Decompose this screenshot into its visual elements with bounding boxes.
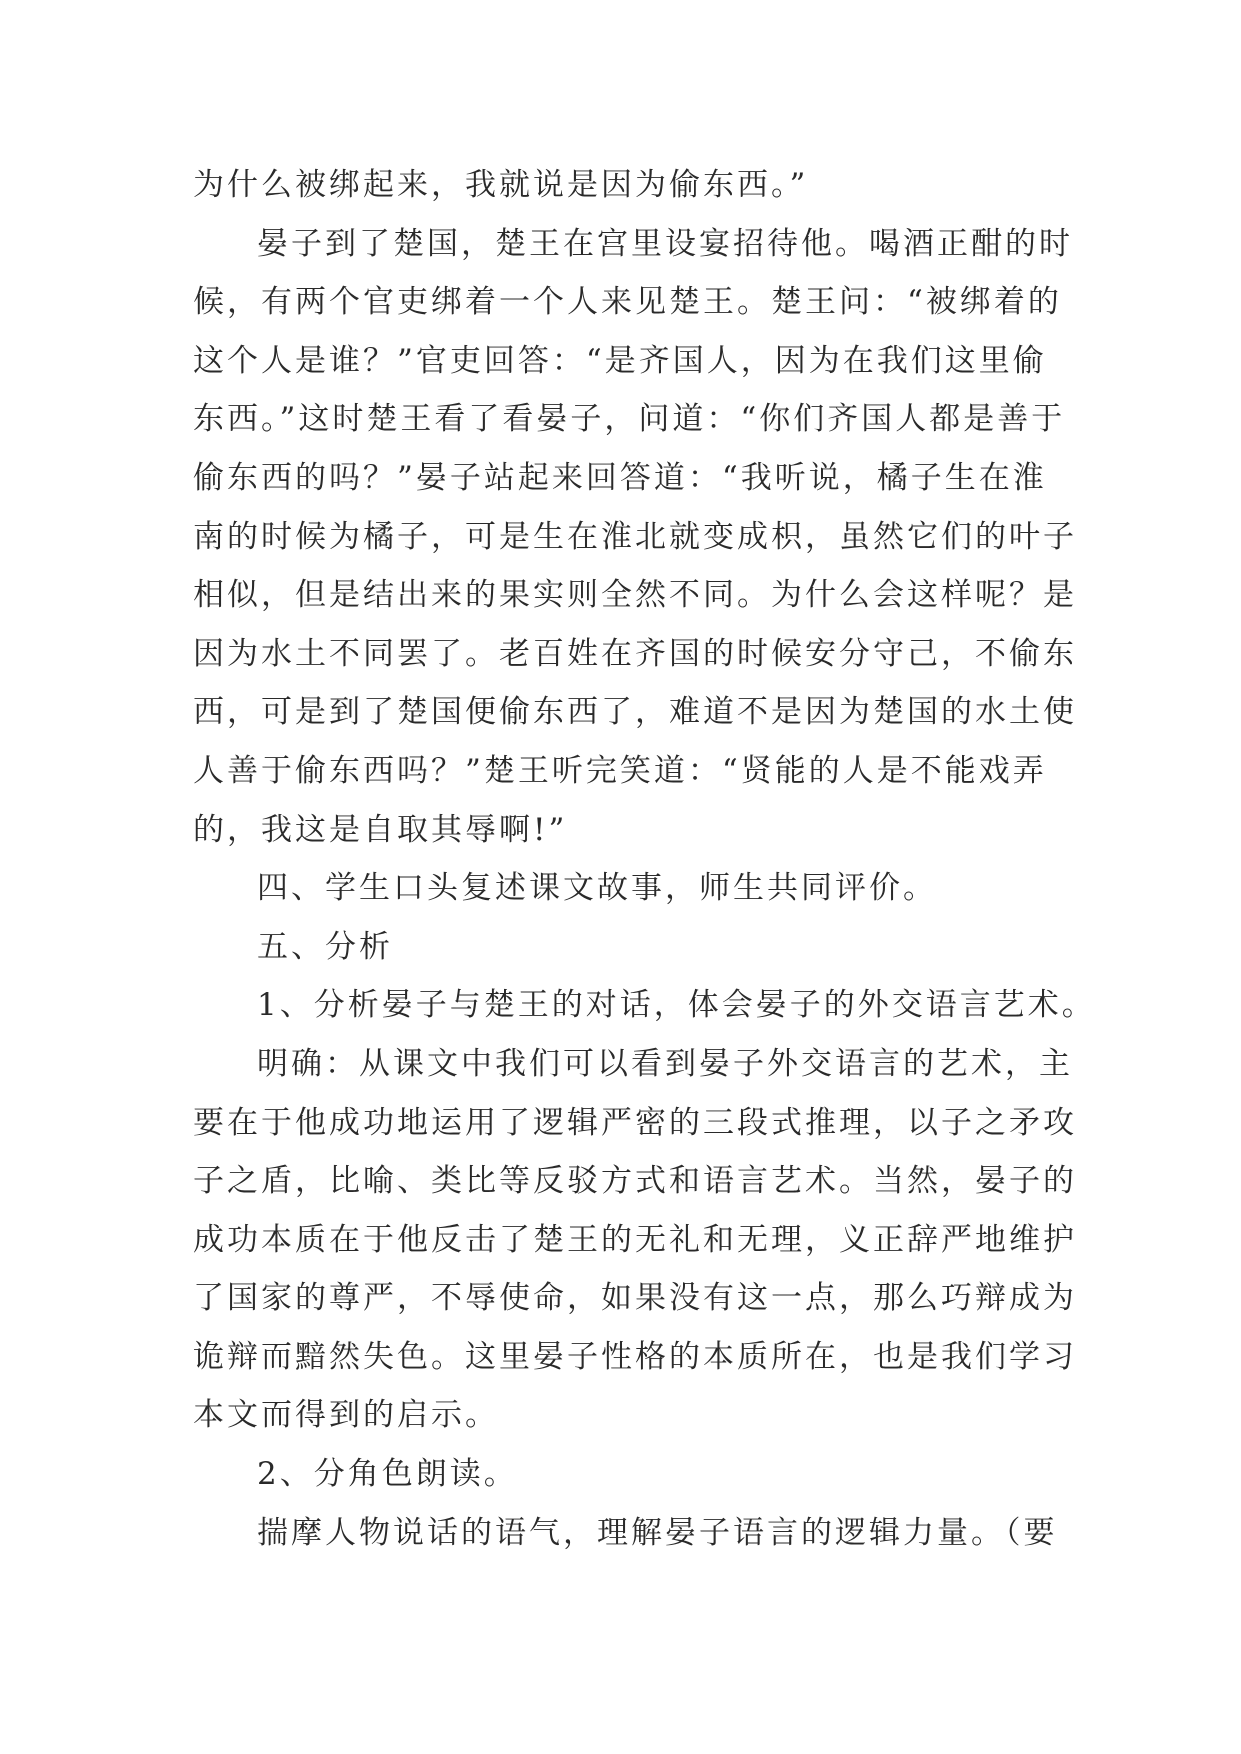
text-line: 东西。”这时楚王看了看晏子，问道：“你们齐国人都是善于 — [193, 401, 1066, 438]
numbered-item: 1、分析晏子与楚王的对话，体会晏子的外交语言艺术。 — [257, 987, 1096, 1024]
text-line: 偷东西的吗？”晏子站起来回答道：“我听说，橘子生在淮 — [193, 459, 1047, 496]
text-line: 人善于偷东西吗？”楚王听完笑道：“贤能的人是不能戏弄 — [193, 752, 1047, 789]
section-heading: 五、分析 — [257, 928, 393, 965]
text-line: 为什么被绑起来，我就说是因为偷东西。” — [193, 167, 809, 203]
text-line: 明确：从课文中我们可以看到晏子外交语言的艺术，主 — [257, 1045, 1073, 1082]
text-line: 揣摩人物说话的语气，理解晏子语言的逻辑力量。（要 — [257, 1514, 1058, 1551]
text-line: 这个人是谁？”官吏回答：“是齐国人，因为在我们这里偷 — [193, 342, 1047, 379]
text-line: 成功本质在于他反击了楚王的无礼和无理，义正辞严地维护 — [193, 1221, 1077, 1258]
text-line: 了国家的尊严，不辱使命，如果没有这一点，那么巧辩成为 — [193, 1280, 1077, 1317]
text-line: 子之盾，比喻、类比等反驳方式和语言艺术。当然，晏子的 — [193, 1163, 1077, 1200]
numbered-item: 2、分角色朗读。 — [257, 1456, 518, 1493]
text-line: 南的时候为橘子，可是生在淮北就变成枳，虽然它们的叶子 — [193, 518, 1077, 555]
text-line: 要在于他成功地运用了逻辑严密的三段式推理，以子之矛攻 — [193, 1104, 1077, 1141]
text-line: 本文而得到的启示。 — [193, 1397, 499, 1434]
text-line: 西，可是到了楚国便偷东西了，难道不是因为楚国的水土使 — [193, 694, 1077, 731]
text-line: 相似，但是结出来的果实则全然不同。为什么会这样呢？是 — [193, 577, 1077, 614]
section-heading: 四、学生口头复述课文故事，师生共同评价。 — [257, 870, 937, 907]
text-line: 因为水土不同罢了。老百姓在齐国的时候安分守己，不偷东 — [193, 635, 1077, 672]
text-line: 晏子到了楚国，楚王在宫里设宴招待他。喝酒正酣的时 — [257, 225, 1073, 262]
document-body — [193, 156, 1096, 1562]
text-line: 候，有两个官吏绑着一个人来见楚王。楚王问：“被绑着的 — [193, 284, 1062, 321]
text-line: 诡辩而黯然失色。这里晏子性格的本质所在，也是我们学习 — [193, 1338, 1077, 1375]
text-line: 的，我这是自取其辱啊!” — [193, 811, 568, 848]
